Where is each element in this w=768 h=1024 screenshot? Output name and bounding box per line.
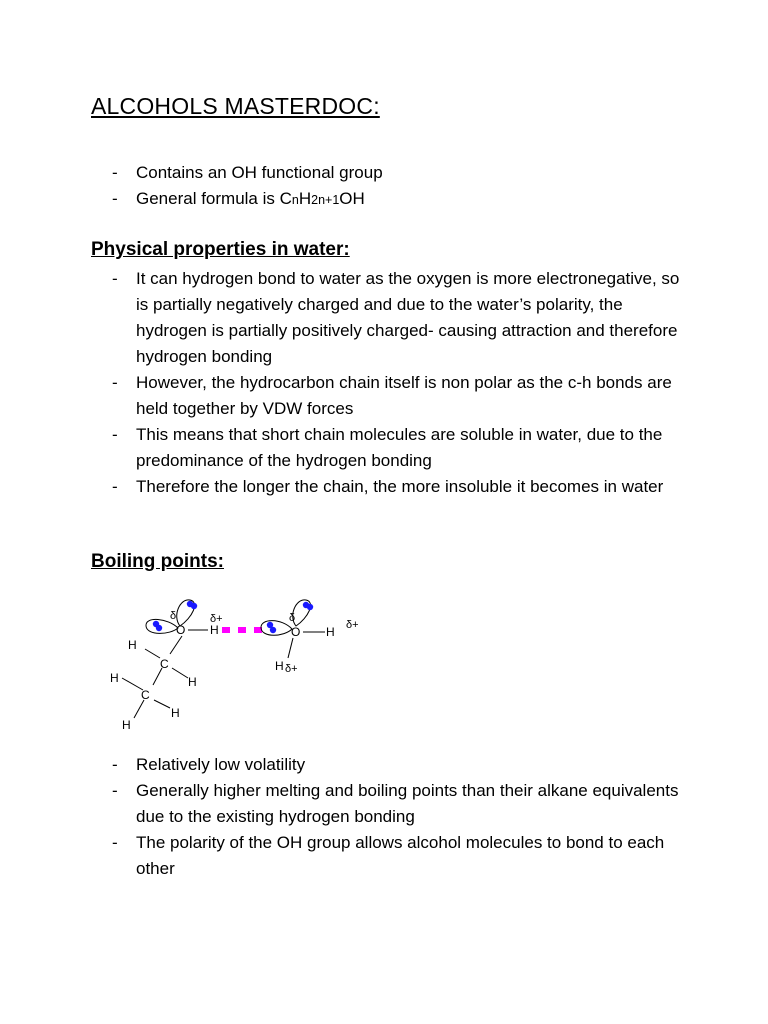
- list-item: - It can hydrogen bond to water as the oxygen is more electronegative, so is partially negatively charged and due to the water’s polarity, the hydrogen is partially positively charged- causing attraction and therefore hydrogen bonding: [112, 266, 692, 370]
- oxygen-atom: O: [176, 623, 186, 637]
- hydrogen-atom: H: [326, 625, 335, 639]
- list-item: - Contains an OH functional group: [112, 160, 692, 186]
- physical-properties-list: [112, 266, 692, 500]
- list-item: - Therefore the longer the chain, the more insoluble it becomes in water: [112, 474, 692, 500]
- boiling-points-heading: Boiling points:: [91, 551, 224, 572]
- intro-list: [112, 160, 692, 213]
- delta-minus-label: δ: [289, 612, 296, 624]
- physical-properties-heading: Physical properties in water:: [91, 239, 350, 260]
- lone-pair-lobe: [293, 600, 313, 626]
- delta-plus-label: δ+: [285, 663, 298, 675]
- list-item: - Relatively low volatility: [112, 752, 692, 778]
- hydrogen-atom: H: [122, 718, 131, 732]
- page-title: ALCOHOLS MASTERDOC:: [91, 93, 380, 119]
- delta-minus-label: δ: [170, 610, 177, 622]
- formula-suffix: OH: [339, 189, 365, 208]
- hydrogen-atom: H: [188, 675, 197, 689]
- hydrogen-bond: [222, 627, 262, 633]
- carbon-atom: C: [160, 657, 169, 671]
- list-item: - However, the hydrocarbon chain itself is non polar as the c-h bonds are held together by VDW forces: [112, 370, 692, 422]
- hydrogen-atom: H: [210, 623, 219, 637]
- delta-plus-label: δ+: [210, 613, 223, 625]
- hydrogen-bonding-diagram: [100, 588, 380, 738]
- hydrogen-atom: H: [275, 659, 284, 673]
- formula-prefix: General formula is: [136, 189, 280, 208]
- hydrogen-atom: H: [110, 671, 119, 685]
- lone-pair-lobe: [261, 621, 292, 636]
- boiling-points-list: [112, 752, 692, 882]
- hydrogen-atom: H: [171, 706, 180, 720]
- carbon-atom: C: [141, 688, 150, 702]
- delta-plus-label: δ+: [346, 619, 359, 631]
- list-item-formula: [112, 186, 692, 213]
- formula-carbon: C: [279, 189, 292, 208]
- formula-hydrogen-count: 2n+1: [311, 193, 340, 207]
- list-item: - Generally higher melting and boiling points than their alkane equivalents due to the existing hydrogen bonding: [112, 778, 692, 830]
- formula-hydrogen: H: [298, 189, 312, 208]
- hydrogen-atom: H: [128, 638, 137, 652]
- formula-carbon-count: n: [291, 193, 299, 207]
- oxygen-atom: O: [291, 625, 301, 639]
- list-item: - This means that short chain molecules are soluble in water, due to the predominance of the hydrogen bonding: [112, 422, 692, 474]
- list-item: - The polarity of the OH group allows alcohol molecules to bond to each other: [112, 830, 692, 882]
